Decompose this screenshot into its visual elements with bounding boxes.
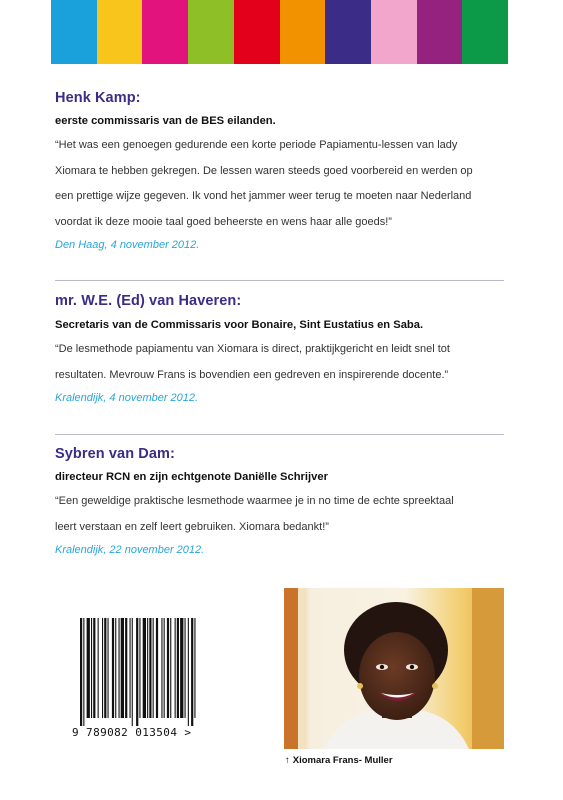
photo-caption-text: Xiomara Frans- Muller (292, 755, 393, 766)
barcode-bar (102, 618, 103, 718)
quote-line: een prettige wijze gegeven. Ik vond het jammer weer terug te moeten naar Nederland (55, 190, 472, 202)
barcode-bar (143, 618, 146, 718)
quote-line: voordat ik deze mooie taal goed beheerste en wens haar alle goeds!” (55, 215, 392, 228)
barcode-bar (93, 618, 95, 718)
stripe (51, 0, 97, 64)
barcode-bar (80, 618, 82, 726)
stripe (371, 0, 417, 64)
barcode-bar (83, 618, 84, 726)
barcode-bar (194, 618, 195, 718)
barcode-bar (161, 618, 162, 718)
barcode-bar (156, 618, 158, 718)
testimonial-role: directeur RCN en zijn echtgenote Daniëlle Schrijver (55, 471, 328, 483)
quote-line: “Het was een genoegen gedurende een korte periode Papiamentu-lessen van lady (55, 139, 458, 151)
photo-caption (285, 755, 393, 766)
stripe (325, 0, 371, 64)
barcode-bar (108, 618, 109, 718)
barcode-bar (170, 618, 171, 718)
barcode-bar (121, 618, 124, 718)
barcode-bar (112, 618, 114, 718)
testimonial-henk-kamp (55, 90, 505, 251)
testimonial-ed-van-haveren (55, 293, 505, 404)
barcode-bar (185, 618, 186, 718)
testimonial-sybren-van-dam (55, 446, 505, 556)
color-stripes (51, 0, 508, 64)
barcode-bar (115, 618, 116, 718)
barcode-bar (119, 618, 120, 718)
barcode-bar (175, 618, 176, 718)
testimonial-name: Henk Kamp: (55, 90, 141, 106)
testimonial-place-date: Den Haag, 4 november 2012. (55, 239, 200, 251)
stripe (142, 0, 188, 64)
testimonial-name: mr. W.E. (Ed) van Haveren: (55, 293, 242, 309)
barcode-bar (191, 618, 193, 726)
barcode-bar (130, 618, 131, 718)
barcode-digits: 9 789082 013504 > (72, 726, 192, 739)
barcode-bar (188, 618, 189, 726)
barcode-bar (87, 618, 90, 718)
barcode-bar (125, 618, 127, 718)
quote-line: “Een geweldige praktische lesmethode waarmee je in no time de echte spreektaal (55, 495, 454, 507)
divider (55, 434, 504, 435)
barcode-bar (132, 618, 133, 726)
quote-line: Xiomara te hebben gekregen. De lessen waren steeds goed voorbereid en werden op (55, 164, 473, 177)
barcode-bar (139, 618, 140, 718)
barcode-bar (177, 618, 179, 718)
barcode-bar (136, 618, 138, 726)
barcode-bar (98, 618, 99, 718)
testimonial-role: Secretaris van de Commissaris voor Bonaire, Sint Eustatius en Saba. (55, 319, 424, 331)
barcode-bar (180, 618, 183, 718)
barcode-bar (104, 618, 106, 718)
testimonial-place-date: Kralendijk, 4 november 2012. (55, 392, 199, 404)
stripe (97, 0, 143, 64)
barcode-bar (149, 618, 151, 718)
testimonial-role: eerste commissaris van de BES eilanden. (55, 115, 276, 127)
quote-line: leert verstaan en zelf leert gebruiken. Xiomara bedankt!” (55, 520, 329, 533)
stripe (188, 0, 234, 64)
quote-line: “De lesmethode papiamentu van Xiomara is direct, praktijkgericht en leidt snel tot (55, 343, 450, 355)
testimonial-place-date: Kralendijk, 22 november 2012. (55, 544, 205, 556)
stripe (462, 0, 508, 64)
barcode-bar (91, 618, 92, 718)
quote-line: resultaten. Mevrouw Frans is bovendien een gedreven en inspirerende docente.” (55, 368, 449, 381)
divider (55, 280, 504, 281)
barcode-bar (147, 618, 148, 718)
arrow-up-icon: ↑ (285, 755, 290, 766)
barcode-bar (153, 618, 154, 718)
testimonial-name: Sybren van Dam: (55, 446, 175, 462)
barcode-bar (167, 618, 169, 718)
stripe (234, 0, 280, 64)
stripe (280, 0, 326, 64)
stripe (417, 0, 463, 64)
barcode-bar (164, 618, 165, 718)
author-photo (284, 588, 504, 749)
